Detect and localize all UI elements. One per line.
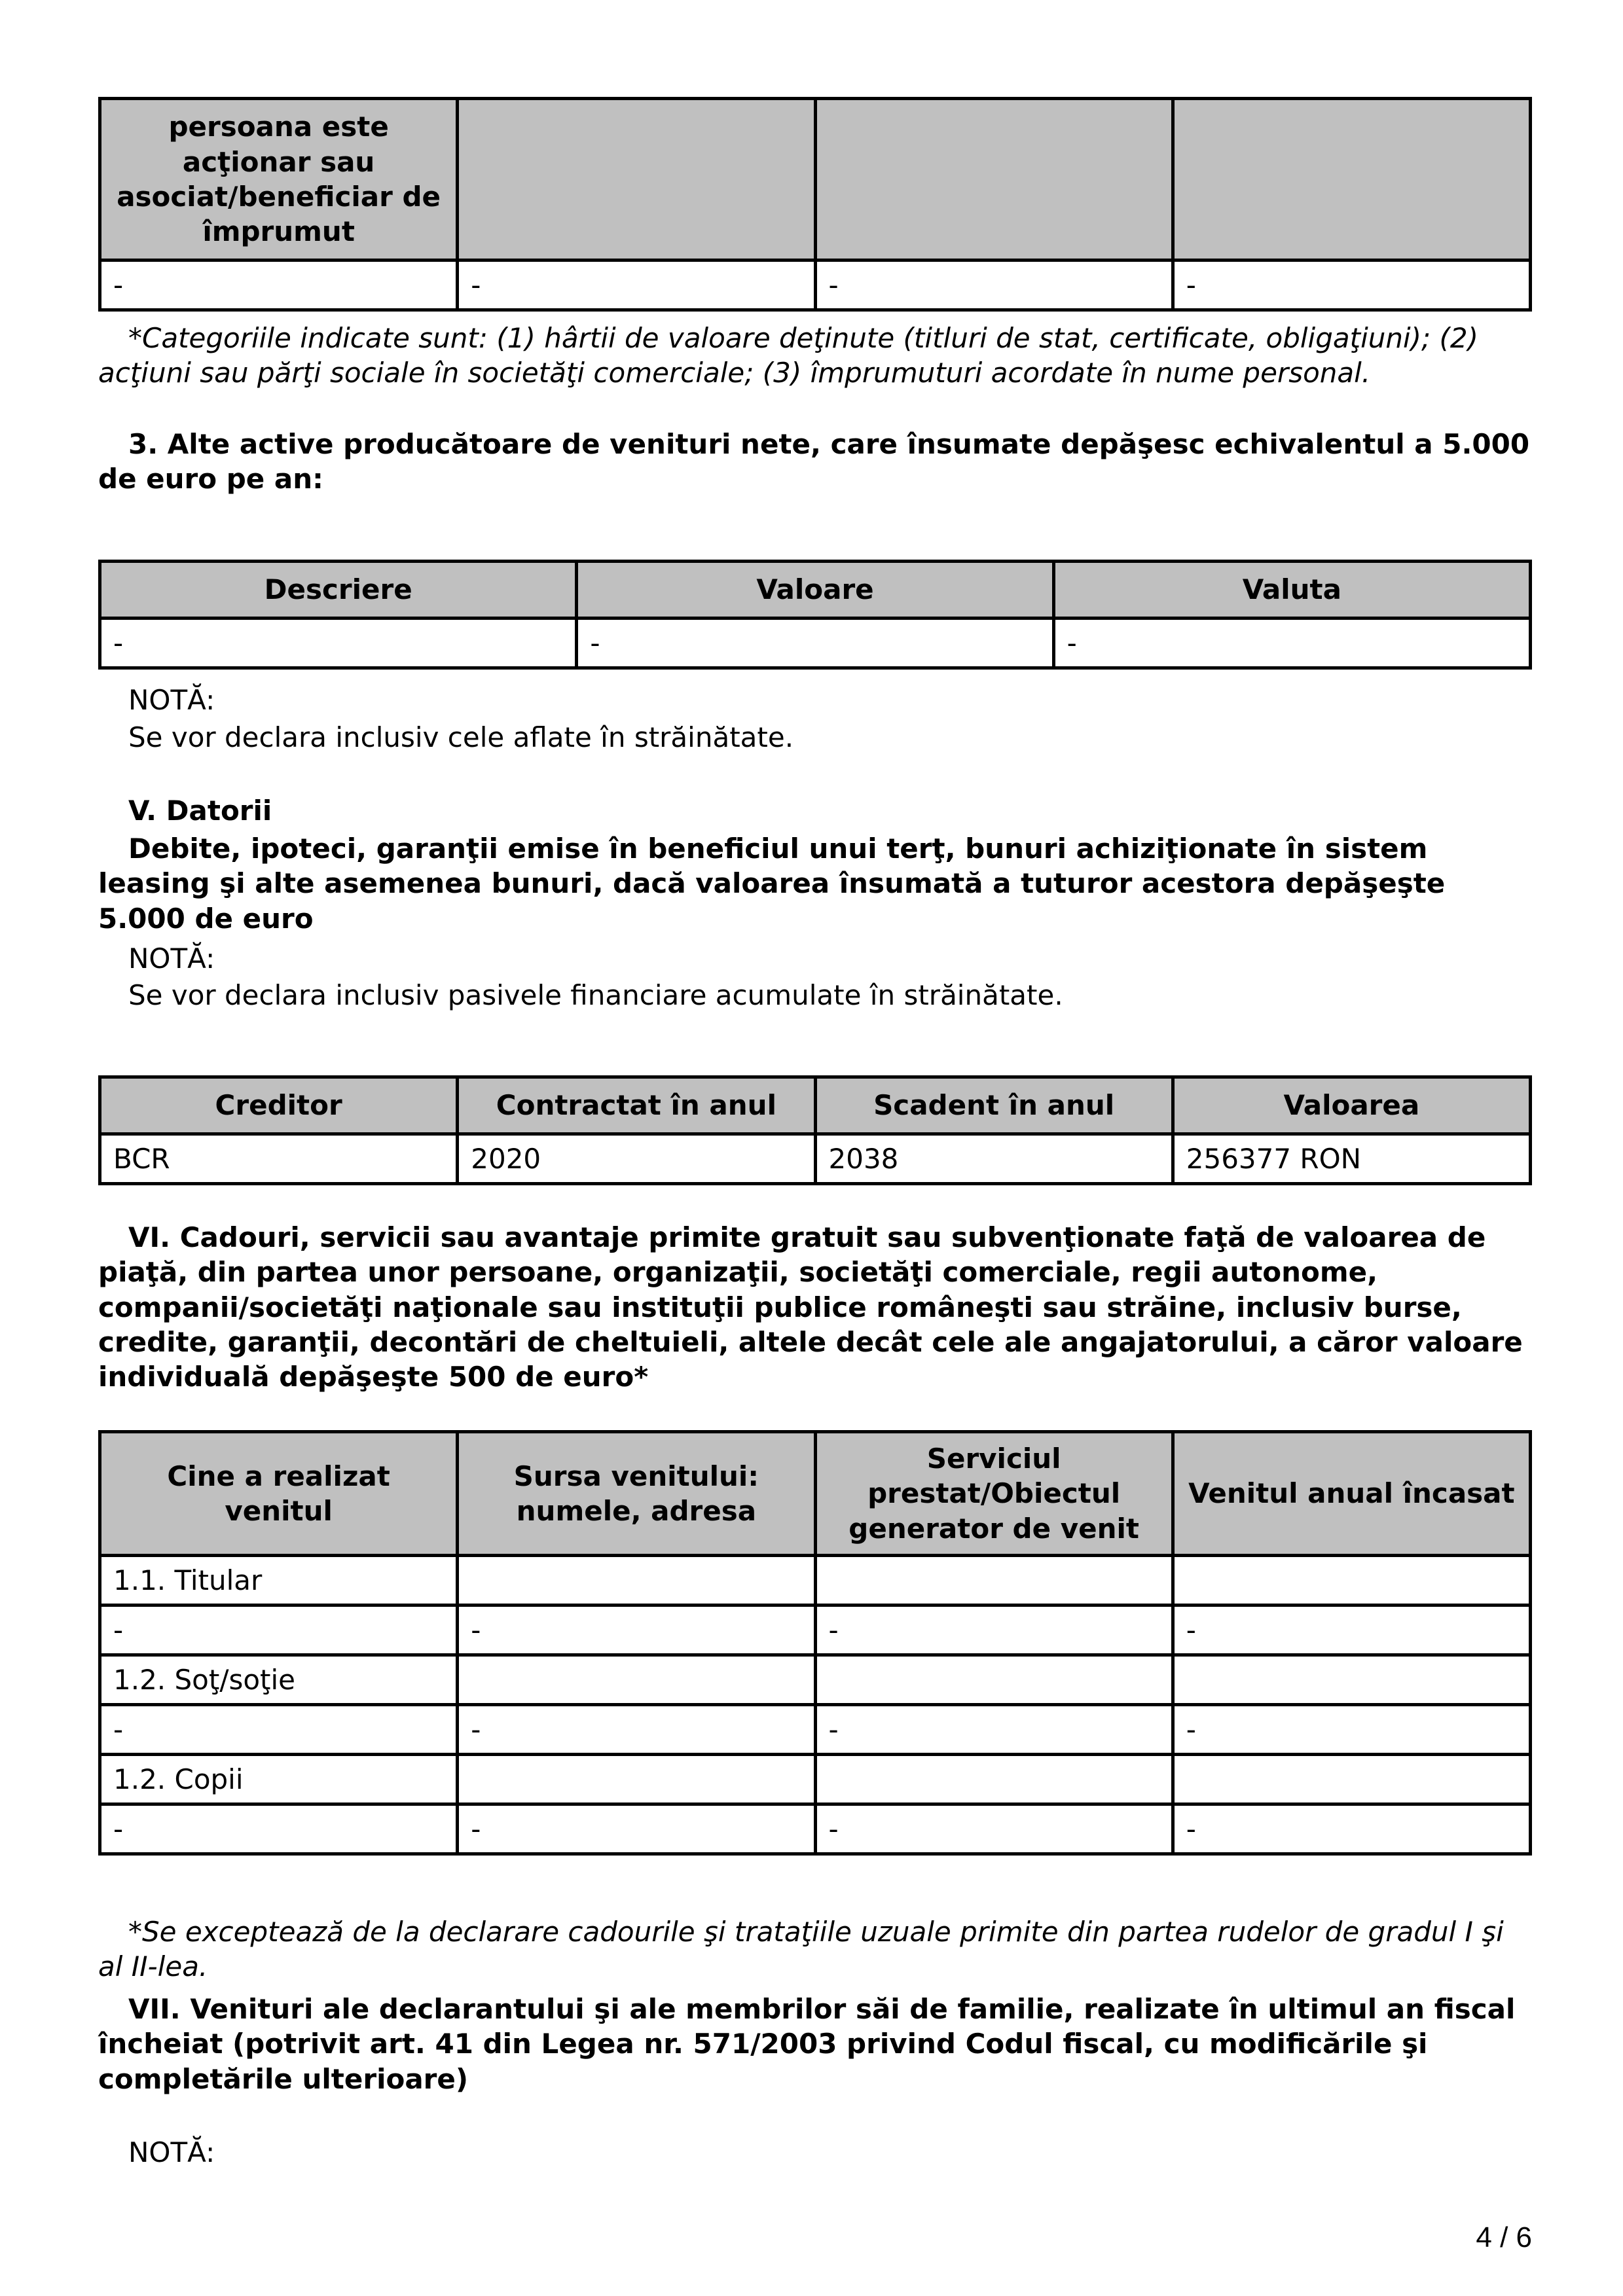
table-cell: - bbox=[1173, 1705, 1530, 1755]
table-cell: 1.2. Copii bbox=[100, 1755, 458, 1804]
table-cell: 2020 bbox=[458, 1134, 815, 1184]
table-cell bbox=[458, 1655, 815, 1705]
section-3-note-text: Se vor declara inclusiv cele aflate în străinătate. bbox=[128, 721, 794, 753]
table-cell: - bbox=[100, 619, 577, 668]
table-cell: - bbox=[815, 1605, 1173, 1655]
table-row bbox=[100, 1804, 1531, 1854]
table-header-row bbox=[100, 1077, 1531, 1134]
page-number: 4 / 6 bbox=[1476, 2221, 1532, 2253]
table-row bbox=[100, 1705, 1531, 1755]
categories-footnote: *Categoriile indicate sunt: (1) hârtii de valoare deţinute (titluri de stat, certificate, obligaţiuni); (2) acţiuni sau părţi sociale în societăţi comerciale; (3) împrumuturi acordate în nume personal. bbox=[98, 322, 1479, 389]
table-row bbox=[100, 1556, 1531, 1605]
section-vi-footnote: *Se exceptează de la declarare cadourile şi trataţiile uzuale primite din partea rudelor de gradul I şi al II-lea. bbox=[98, 1916, 1504, 1983]
debts-table bbox=[98, 1075, 1532, 1185]
table-header-cell: Venitul anual încasat bbox=[1173, 1432, 1530, 1556]
table-cell bbox=[815, 1755, 1173, 1804]
table-cell bbox=[458, 1755, 815, 1804]
table-header-cell: Valoarea bbox=[1173, 1077, 1530, 1134]
table-cell: - bbox=[1173, 260, 1530, 310]
table-header-cell bbox=[458, 99, 815, 260]
table-header-cell: Creditor bbox=[100, 1077, 458, 1134]
table-header-cell bbox=[1173, 99, 1530, 260]
securities-table bbox=[98, 97, 1532, 312]
other-assets-table bbox=[98, 560, 1532, 670]
table-cell: - bbox=[815, 260, 1173, 310]
table-cell: - bbox=[100, 260, 458, 310]
section-vi-title: VI. Cadouri, servicii sau avantaje primite gratuit sau subvenţionate faţă de valoarea de piaţă, din partea unor persoane, organizaţii, societăţi comerciale, regii autonome, companii/societăţi naţionale sau instituţii publice româneşti sau străine, inclusiv burse, credite, garanţii, decontări de cheltuieli, altele decât cele ale angajatorului, a căror valoare individuală depăşeşte 500 de euro* bbox=[98, 1221, 1523, 1393]
table-cell: - bbox=[458, 1804, 815, 1854]
section-v-note-label: NOTĂ: bbox=[128, 942, 215, 975]
table-cell: - bbox=[815, 1804, 1173, 1854]
table-row bbox=[100, 619, 1531, 668]
table-cell: 256377 RON bbox=[1173, 1134, 1530, 1184]
table-cell: - bbox=[458, 1705, 815, 1755]
table-cell: BCR bbox=[100, 1134, 458, 1184]
table-cell: 2038 bbox=[815, 1134, 1173, 1184]
table-cell: 1.1. Titular bbox=[100, 1556, 458, 1605]
table-cell bbox=[1173, 1655, 1530, 1705]
table-cell bbox=[815, 1556, 1173, 1605]
table-cell: - bbox=[100, 1705, 458, 1755]
table-header-cell bbox=[815, 99, 1173, 260]
gifts-table bbox=[98, 1430, 1532, 1856]
section-3-note-label: NOTĂ: bbox=[128, 684, 215, 716]
table-header-cell: Contractat în anul bbox=[458, 1077, 815, 1134]
table-cell: - bbox=[577, 619, 1053, 668]
section-vii-note-label: NOTĂ: bbox=[128, 2136, 215, 2168]
table-cell: - bbox=[815, 1705, 1173, 1755]
table-cell bbox=[815, 1655, 1173, 1705]
table-cell bbox=[1173, 1556, 1530, 1605]
table-header-cell: Valoare bbox=[577, 562, 1053, 619]
table-cell: 1.2. Soţ/soţie bbox=[100, 1655, 458, 1705]
table-row bbox=[100, 1605, 1531, 1655]
table-header-row bbox=[100, 99, 1531, 260]
table-header-row bbox=[100, 562, 1531, 619]
table-cell: - bbox=[1173, 1804, 1530, 1854]
table-cell: - bbox=[458, 260, 815, 310]
table-header-cell: Valuta bbox=[1053, 562, 1530, 619]
section-3-title: 3. Alte active producătoare de venituri nete, care însumate depăşesc echivalentul a 5.000 de euro pe an: bbox=[98, 428, 1530, 495]
table-row bbox=[100, 1655, 1531, 1705]
table-cell: - bbox=[1173, 1605, 1530, 1655]
section-v-note-text: Se vor declara inclusiv pasivele financiare acumulate în străinătate. bbox=[128, 979, 1063, 1011]
table-header-row bbox=[100, 1432, 1531, 1556]
table-cell: - bbox=[1053, 619, 1530, 668]
table-cell: - bbox=[100, 1605, 458, 1655]
table-cell bbox=[1173, 1755, 1530, 1804]
table-cell: - bbox=[100, 1804, 458, 1854]
table-row bbox=[100, 1755, 1531, 1804]
table-header-cell: Sursa venitului: numele, adresa bbox=[458, 1432, 815, 1556]
table-row bbox=[100, 1134, 1531, 1184]
table-header-cell: persoana este acţionar sau asociat/beneficiar de împrumut bbox=[100, 99, 458, 260]
table-header-cell: Descriere bbox=[100, 562, 577, 619]
table-row bbox=[100, 260, 1531, 310]
table-header-cell: Cine a realizat venitul bbox=[100, 1432, 458, 1556]
section-v-title: V. Datorii bbox=[128, 795, 272, 827]
table-header-cell: Scadent în anul bbox=[815, 1077, 1173, 1134]
table-cell bbox=[458, 1556, 815, 1605]
table-header-cell: Serviciul prestat/Obiectul generator de venit bbox=[815, 1432, 1173, 1556]
table-cell: - bbox=[458, 1605, 815, 1655]
section-vii-title: VII. Venituri ale declarantului şi ale membrilor săi de familie, realizate în ultimul an fiscal încheiat (potrivit art. 41 din Legea nr. 571/2003 privind Codul fiscal, cu modificările şi completările ulterioare) bbox=[98, 1993, 1516, 2095]
section-v-subtitle: Debite, ipoteci, garanţii emise în beneficiul unui terţ, bunuri achiziţionate în sistem leasing şi alte asemenea bunuri, dacă valoarea însumată a tuturor acestora depăşeşte 5.000 de euro bbox=[98, 833, 1446, 935]
